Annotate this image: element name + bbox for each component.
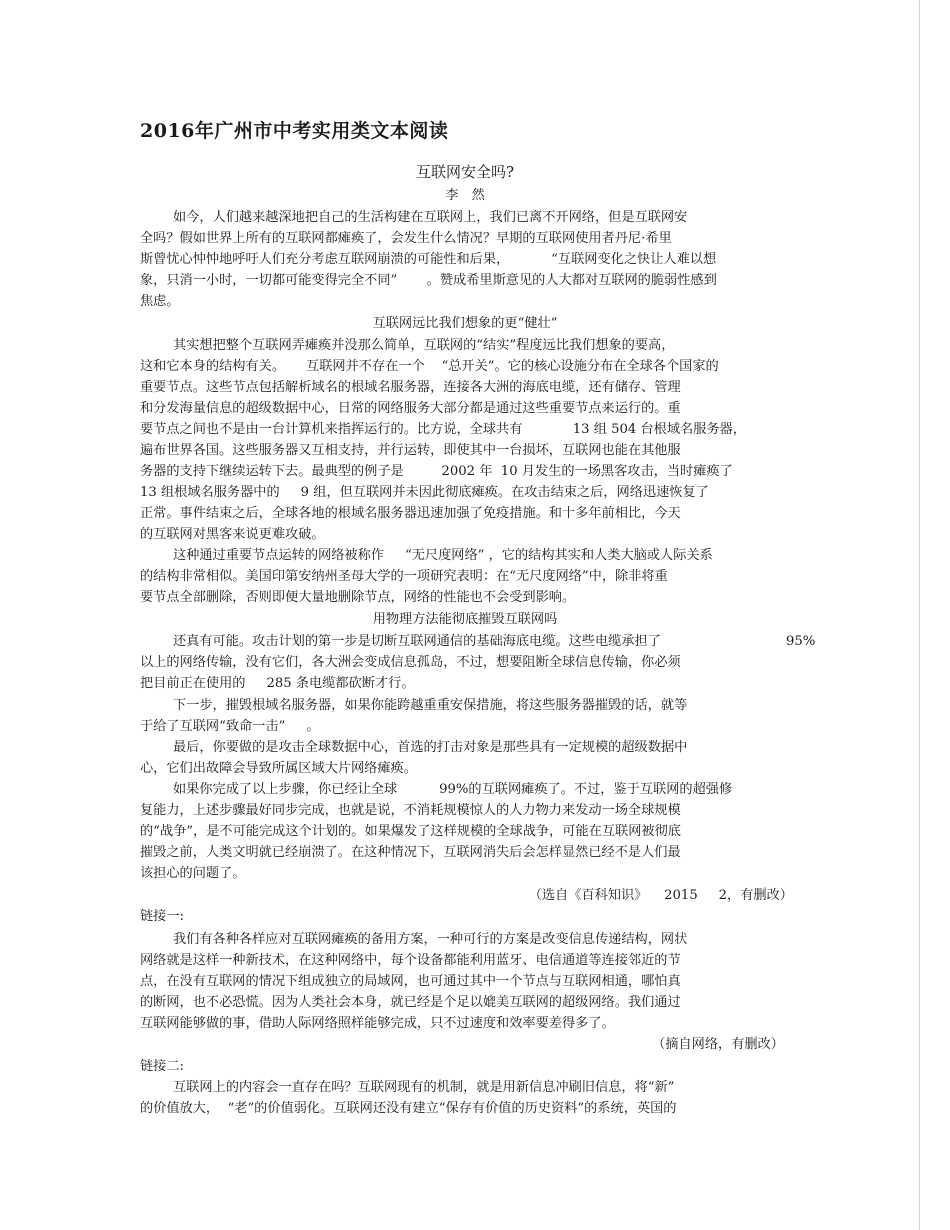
paragraph-2-line: 这和它本身的结构有关。 互联网并不存在一个 “总开关”。它的核心设施分布在全球各个国家的 [140,359,719,374]
link-1-line: 点，在没有互联网的情况下组成独立的局域网，也可通过其中一个节点与互联网相通，哪怕真 [140,974,681,989]
paragraph-3-line: 的结构非常相似。美国印第安纳州圣母大学的一项研究表明：在“无尺度网络”中，除非将重 [140,569,668,584]
paragraph-1-line: 如今，人们越来越深地把自己的生活构建在互联网上，我们已离不开网络，但是互联网安 [173,210,688,225]
paragraph-2-line: 遍布世界各国。这些服务器又互相支持，并行运转，即使其中一台损坏，互联网也能在其他服 [140,443,681,458]
paragraph-4-line: 还真有可能。攻击计划的第一步是切断互联网通信的基础海底电缆。这些电缆承担了 [173,634,661,649]
paragraph-2-line: 重要节点。这些节点包括解析域名的根域名服务器，连接各大洲的海底电缆，还有储存、管理 [140,380,681,395]
link-2-label: 链接二: [140,1059,185,1074]
page-title: 2016年广州市中考实用类文本阅读 [140,120,449,142]
paragraph-7-line: 摧毁之前，人类文明就已经崩溃了。在这种情况下，互联网消失后会怎样显然已经不是人们最 [140,845,681,860]
paragraph-4-line: 以上的网络传输，没有它们，各大洲会变成信息孤岛，不过，想要阻断全球信息传输，你必须 [140,655,681,670]
link-2-line: 互联网上的内容会一直存在吗？互联网现有的机制，就是用新信息冲刷旧信息，将“新” [173,1080,675,1095]
paragraph-2-line: 和分发海量信息的超级数据中心，日常的网络服务大部分都是通过这些重要节点来运行的。重 [140,401,681,416]
article-author: 李 然 [445,188,485,203]
paragraph-5-line: 于给了互联网“致命一击” 。 [140,719,320,734]
paragraph-1-line: 斯曾忧心忡忡地呼吁人们充分考虑互联网崩溃的可能性和后果， “互联网变化之快让人难以想 [140,252,717,267]
article-title: 互联网安全吗? [415,163,515,181]
link-1-source: （摘自网络，有删改） [652,1037,784,1052]
paragraph-2-line: 务器的支持下继续运转下去。最典型的例子是 2002 年 10 月发生的一场黑客攻击，当时瘫痪了 [140,464,733,479]
link-1-line: 我们有各种各样应对互联网瘫痪的备用方案，一种可行的方案是改变信息传递结构，网状 [173,932,688,947]
paragraph-4-line: 把目前正在使用的 285 条电缆都砍断才行。 [140,676,415,691]
article-source: （选自《百科知识》 2015 2，有删改） [528,888,793,903]
paragraph-4-percent: 95% [786,634,816,649]
link-2-line: 的价值放大， “老”的价值弱化。互联网还没有建立“保存有价值的历史资料”的系统，英国的 [140,1101,677,1116]
link-1-line: 互联网能够做的事，借助人际网络照样能够完成，只不过速度和效率要差得多了。 [140,1016,615,1031]
paragraph-6-line: 心，它们出故障会导致所属区域大片网络瘫痪。 [140,761,417,776]
paragraph-2-line: 其实想把整个互联网弄瘫痪并没那么简单，互联网的“结实”程度远比我们想象的要高， [173,338,675,353]
link-1-line: 网络就是这样一种新技术，在这种网络中，每个设备都能利用蓝牙、电信通道等连接邻近的节 [140,953,681,968]
paragraph-2-line: 的互联网对黑客来说更难攻破。 [140,527,325,542]
paragraph-3-line: 这种通过重要节点运转的网络被称作 “无尺度网络” ，它的结构其实和人类大脑或人际关系 [173,548,713,563]
paragraph-5-line: 下一步，摧毁根域名服务器，如果你能跨越重重安保措施，将这些服务器摧毁的话，就等 [173,698,688,713]
paragraph-7-line: 该担心的问题了。 [140,866,246,881]
paragraph-6-line: 最后，你要做的是攻击全球数据中心，首选的打击对象是那些具有一定规模的超级数据中 [173,740,688,755]
link-1-label: 链接一: [140,909,185,924]
paragraph-7-line: 的“战争”，是不可能完成这个计划的。如果爆发了这样规模的全球战争，可能在互联网被彻底 [140,824,681,839]
link-1-line: 的断网，也不必恐慌。因为人类社会本身，就已经是个足以媲美互联网的超级网络。我们通过 [140,995,681,1010]
paragraph-2-line: 正常。事件结束之后，全球各地的根域名服务器迅速加强了免疫措施。和十多年前相比，今天 [140,506,681,521]
section-heading-1: 互联网远比我们想象的更“健壮” [372,316,558,331]
paragraph-2-line: 要节点之间也不是由一台计算机来指挥运行的。比方说，全球共有 13 组 504 台根域名服务器， [140,422,746,437]
section-heading-2: 用物理方法能彻底摧毁互联网吗 [372,612,558,627]
paragraph-2-line: 13 组根域名服务器中的 9 组，但互联网并未因此彻底瘫痪。在攻击结束之后，网络迅速恢复了 [140,485,709,500]
paragraph-7-line: 复能力，上述步骤最好同步完成，也就是说，不消耗规模惊人的人力物力来发动一场全球规模 [140,803,681,818]
paragraph-1-line: 象，只消一小时，一切都可能变得完全不同” 。赞成希里斯意见的人大都对互联网的脆弱性感到 [140,273,717,288]
paragraph-1-line: 焦虑。 [140,294,180,309]
paragraph-7-line: 如果你完成了以上步骤，你已经让全球 99%的互联网瘫痪了。不过，鉴于互联网的超强修 [173,782,733,797]
paragraph-3-line: 要节点全部删除，否则即便大量地删除节点，网络的性能也不会受到影响。 [140,590,576,605]
paragraph-1-line: 全吗？假如世界上所有的互联网都瘫痪了，会发生什么情况？早期的互联网使用者丹尼·希里 [140,231,672,246]
